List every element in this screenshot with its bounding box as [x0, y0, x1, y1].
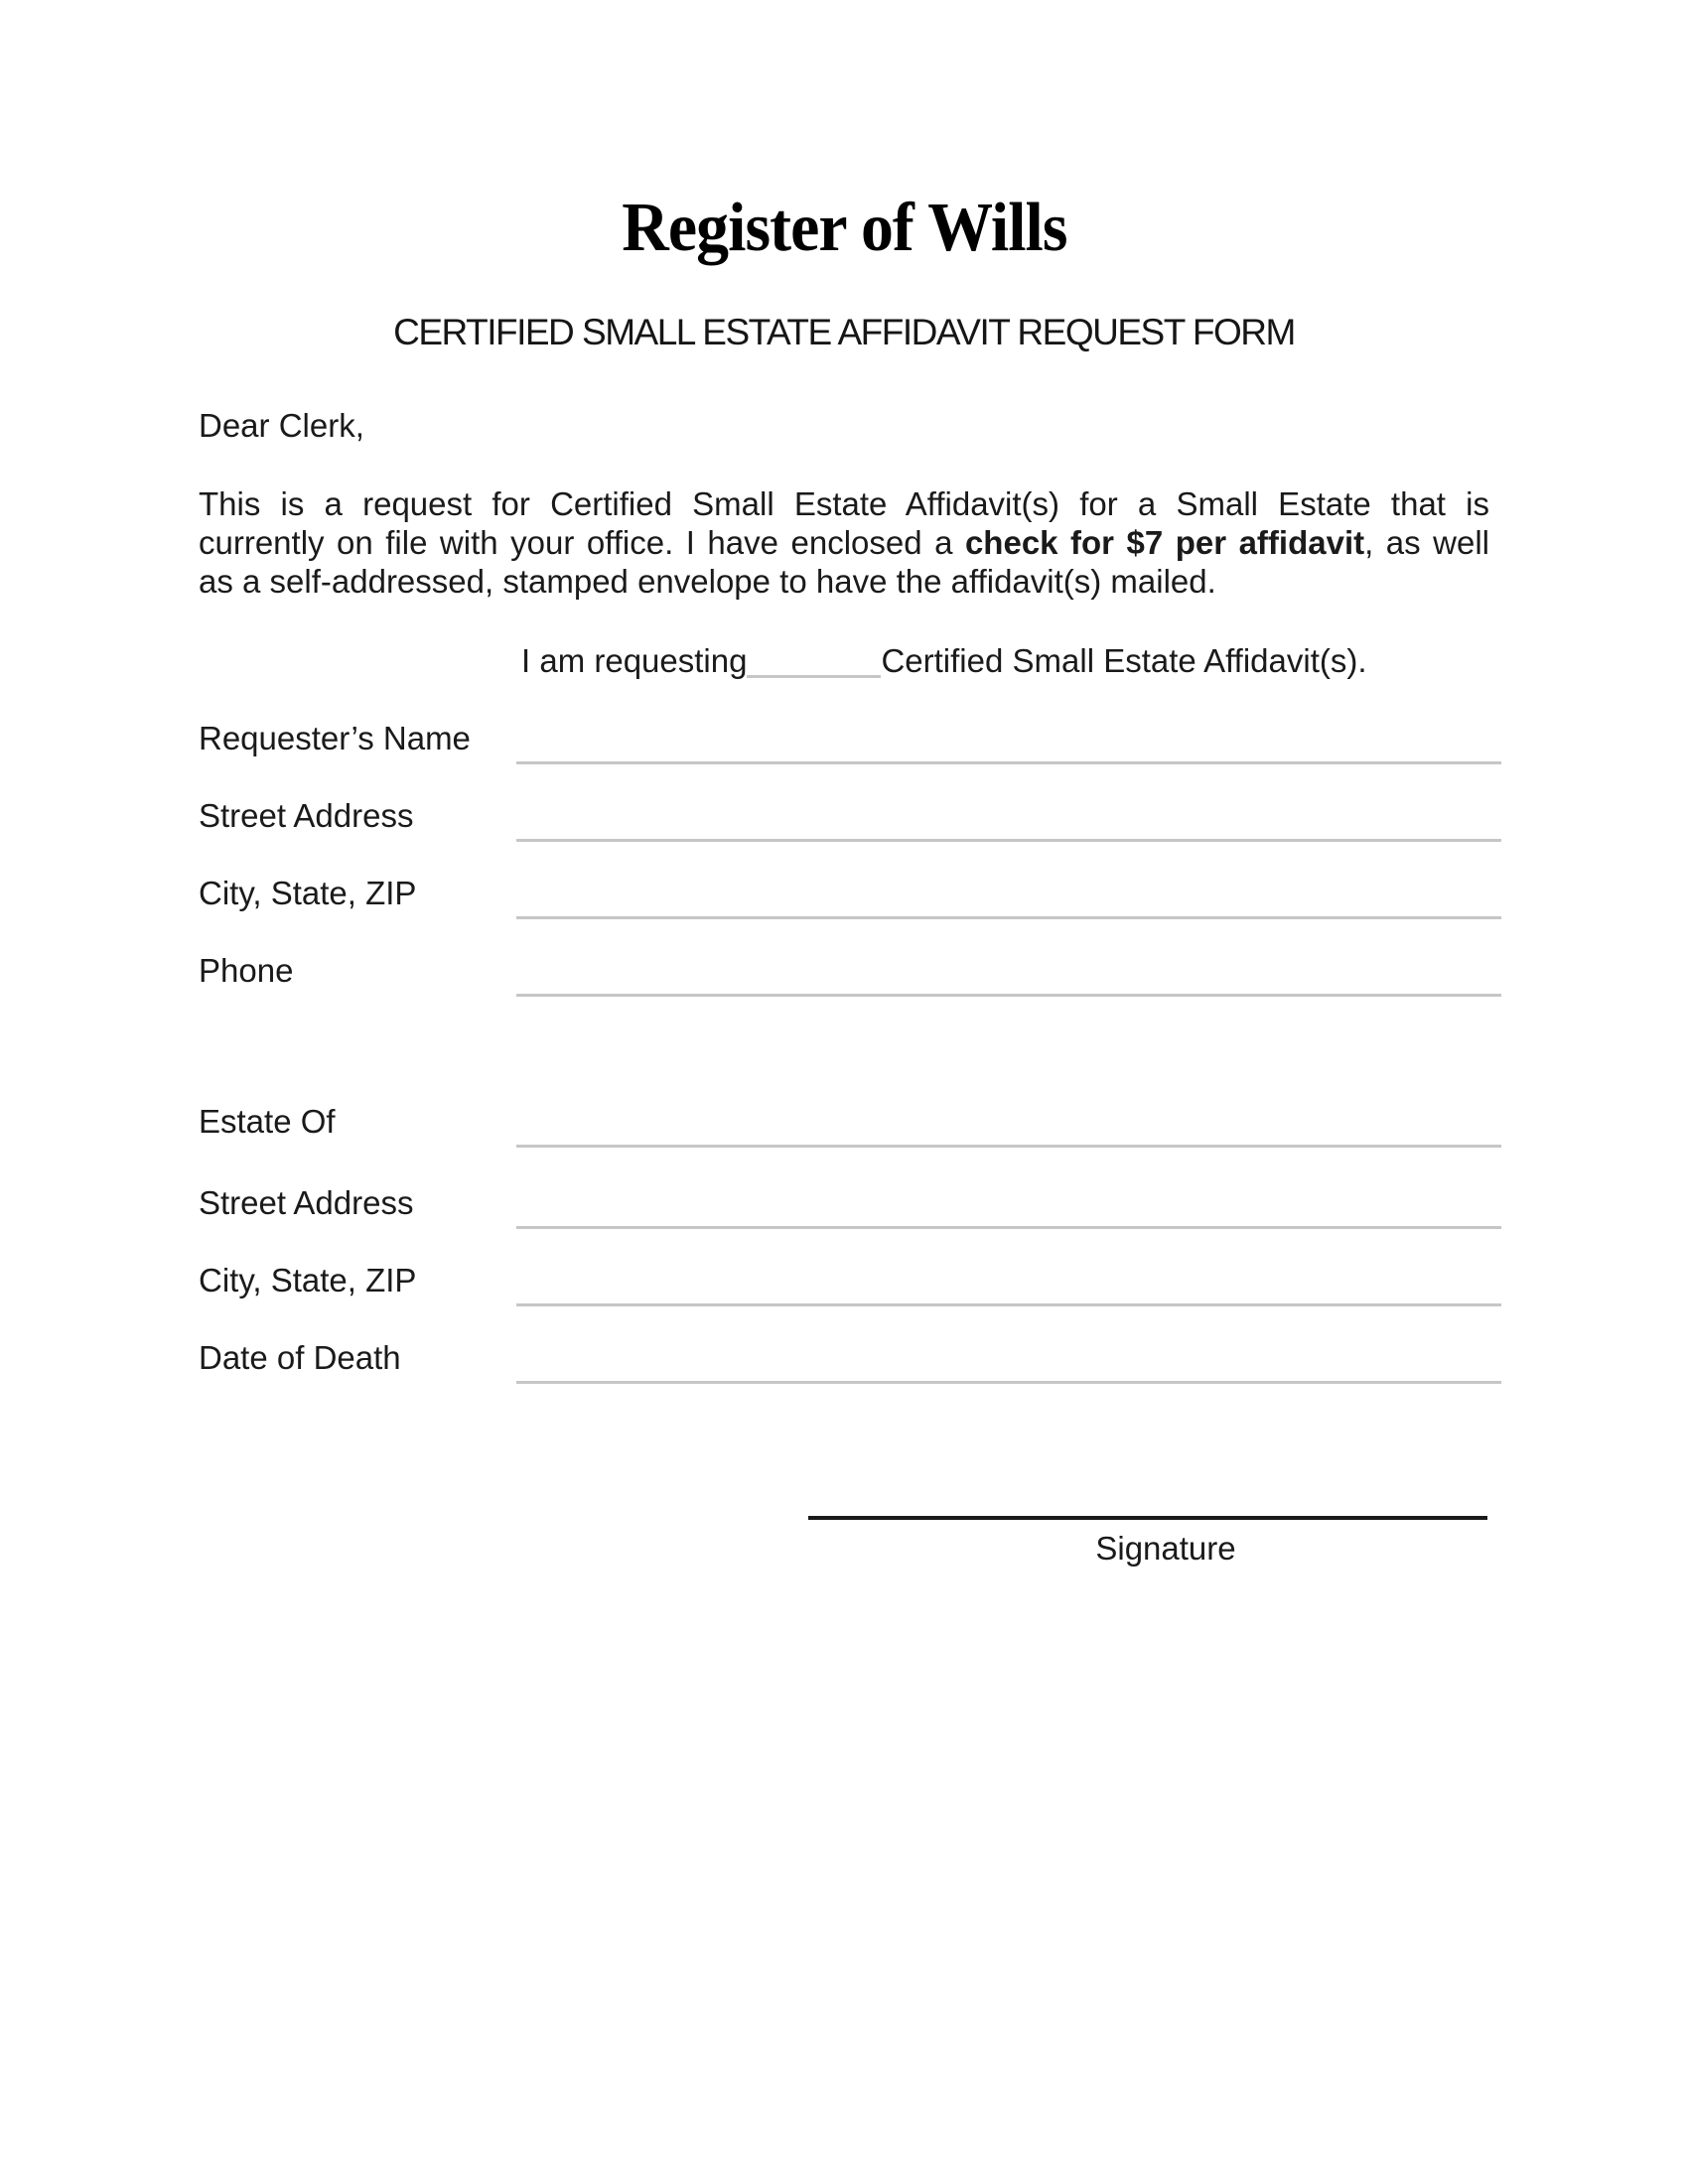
intro-line-1: This is a request for Certified Small Estate Affidavit(s) for a Small Estate that is [199, 485, 1489, 522]
field-row [199, 1340, 1501, 1384]
requester-city-state-zip-label: City, State, ZIP [199, 875, 417, 911]
request-suffix: Certified Small Estate Affidavit(s). [881, 642, 1367, 679]
date-of-death-label: Date of Death [199, 1339, 401, 1376]
page-title-text: Register of Wills [621, 190, 1067, 266]
phone-field[interactable] [516, 953, 1501, 997]
field-row [199, 953, 1501, 997]
phone-label: Phone [199, 952, 294, 989]
signature-label: Signature [1095, 1530, 1236, 1567]
request-quantity-line [521, 641, 1367, 680]
estate-of-field[interactable] [516, 1104, 1501, 1148]
requester-city-state-zip-field[interactable] [516, 876, 1501, 919]
intro-paragraph [199, 484, 1489, 601]
field-row [199, 1104, 1501, 1148]
signature-field[interactable] [808, 1516, 1487, 1520]
field-row [199, 1185, 1501, 1229]
date-of-death-field[interactable] [516, 1340, 1501, 1384]
field-row [199, 798, 1501, 842]
estate-city-state-zip-label: City, State, ZIP [199, 1262, 417, 1298]
field-row [199, 721, 1501, 764]
estate-street-address-field[interactable] [516, 1185, 1501, 1229]
intro-line-2-post: , as well [1364, 524, 1489, 561]
requester-name-label: Requester’s Name [199, 720, 471, 756]
requester-street-address-field[interactable] [516, 798, 1501, 842]
intro-line-2 [199, 523, 1489, 562]
fee-bold-text: check for $7 per affidavit [964, 524, 1365, 561]
estate-city-state-zip-field[interactable] [516, 1263, 1501, 1306]
page-title [0, 190, 1688, 266]
field-row [199, 876, 1501, 919]
field-row [199, 1263, 1501, 1306]
estate-street-address-label: Street Address [199, 1184, 414, 1221]
intro-line-2-pre: currently on file with your office. I have enclosed a [199, 524, 965, 561]
requester-name-field[interactable] [516, 721, 1501, 764]
salutation: Dear Clerk, [199, 407, 364, 444]
request-prefix: I am requesting [521, 642, 748, 679]
form-title: CERTIFIED SMALL ESTATE AFFIDAVIT REQUEST FORM [393, 312, 1295, 352]
requester-street-address-label: Street Address [199, 797, 414, 834]
affidavit-quantity-blank[interactable] [747, 647, 881, 678]
estate-of-label: Estate Of [199, 1103, 336, 1140]
intro-line-3: as a self-addressed, stamped envelope to have the affidavit(s) mailed. [199, 563, 1216, 600]
